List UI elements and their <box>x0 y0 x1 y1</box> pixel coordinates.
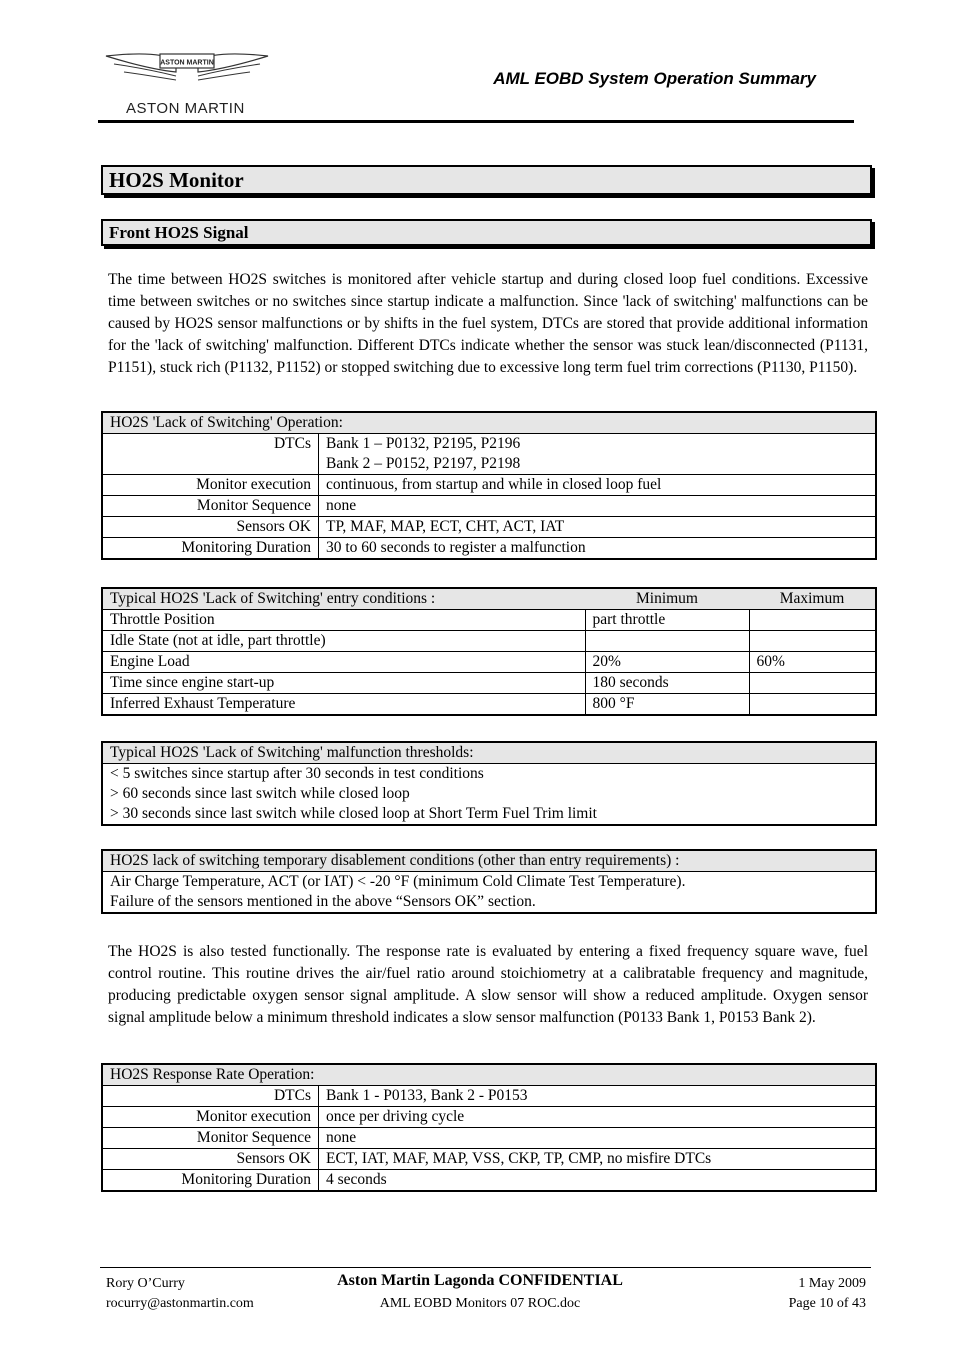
section-subtitle: Front HO2S Signal <box>101 219 872 246</box>
column-header-minimum: Minimum <box>585 588 749 610</box>
entry-conditions-table <box>101 587 877 716</box>
table-header: HO2S lack of switching temporary disablement conditions (other than entry requirements) : <box>102 850 876 872</box>
row-label: Monitoring Duration <box>102 1170 319 1192</box>
row-label: DTCs <box>102 1086 319 1107</box>
row-label: DTCs <box>102 434 319 475</box>
table-header: HO2S 'Lack of Switching' Operation: <box>102 412 876 434</box>
row-value-line: Bank 2 – P0152, P2197, P2198 <box>326 455 521 472</box>
table-row <box>102 694 876 716</box>
row-label: Monitor Sequence <box>102 1128 319 1149</box>
table-row <box>102 610 876 631</box>
footer-divider <box>100 1267 871 1268</box>
row-label: Monitoring Duration <box>102 538 319 560</box>
row-value: Bank 1 - P0133, Bank 2 - P0153 <box>319 1086 877 1107</box>
footer-author: Rory O’Curry <box>106 1276 185 1291</box>
footer-page-number: Page 10 of 43 <box>788 1296 866 1311</box>
table-header: Typical HO2S 'Lack of Switching' entry conditions : <box>102 588 585 610</box>
header-divider <box>98 120 854 123</box>
row-label: Monitor Sequence <box>102 496 319 517</box>
table-row <box>102 652 876 673</box>
row-label: Monitor execution <box>102 475 319 496</box>
footer-filename: AML EOBD Monitors 07 ROC.doc <box>379 1296 581 1311</box>
row-label: Sensors OK <box>102 517 319 538</box>
row-value: 4 seconds <box>319 1170 877 1192</box>
table-row <box>102 496 876 517</box>
row-label: Sensors OK <box>102 1149 319 1170</box>
condition-max <box>749 631 876 652</box>
malfunction-thresholds-table <box>101 741 877 826</box>
table-row <box>102 475 876 496</box>
condition-min: 20% <box>585 652 749 673</box>
table-row <box>102 1128 876 1149</box>
logo-wordmark: ASTON MARTIN <box>126 100 245 117</box>
thresholds-list <box>102 764 876 826</box>
table-row <box>102 631 876 652</box>
condition-max <box>749 610 876 631</box>
table-row <box>102 673 876 694</box>
disablement-line: Air Charge Temperature, ACT (or IAT) < -20 °F (minimum Cold Climate Test Temperature). <box>110 873 686 890</box>
functional-paragraph: The HO2S is also tested functionally. The response rate is evaluated by entering a fixed frequency square wave, fuel control routine. This routine drives the air/fuel ratio around stoichiometry at a calibratable frequency and magnitude, producing predictable oxygen sensor signal amplitude. A slow sensor will show a reduced amplitude. Oxygen sensor signal amplitude below a minimum threshold indicates a slow sensor malfunction (P0133 Bank 1, P0153 Bank 2). <box>108 943 868 1026</box>
footer-email: rocurry@astonmartin.com <box>106 1296 254 1311</box>
disablement-line: Failure of the sensors mentioned in the above “Sensors OK” section. <box>110 893 536 910</box>
table-row <box>102 764 876 826</box>
lack-switching-operation-table <box>101 411 877 560</box>
footer-date: 1 May 2009 <box>798 1276 866 1291</box>
row-value-line: Bank 1 – P0132, P2195, P2196 <box>326 435 521 452</box>
table-row <box>102 1086 876 1107</box>
row-value: once per driving cycle <box>319 1107 877 1128</box>
table-header: Typical HO2S 'Lack of Switching' malfunction thresholds: <box>102 742 876 764</box>
threshold-line: > 30 seconds since last switch while closed loop at Short Term Fuel Trim limit <box>110 805 597 822</box>
table-row <box>102 872 876 914</box>
threshold-line: > 60 seconds since last switch while closed loop <box>110 785 410 802</box>
logo-badge-text: ASTON MARTIN <box>160 59 214 67</box>
threshold-line: < 5 switches since startup after 30 seconds in test conditions <box>110 765 484 782</box>
row-value: none <box>319 496 877 517</box>
table-row <box>102 434 876 475</box>
row-value: 30 to 60 seconds to register a malfunction <box>319 538 877 560</box>
row-value <box>319 434 877 475</box>
condition-min: part throttle <box>585 610 749 631</box>
row-label: Monitor execution <box>102 1107 319 1128</box>
condition-min: 800 °F <box>585 694 749 716</box>
condition-min: 180 seconds <box>585 673 749 694</box>
disablement-conditions-table <box>101 849 877 914</box>
row-value: continuous, from startup and while in closed loop fuel <box>319 475 877 496</box>
footer-confidential: Aston Martin Lagonda CONFIDENTIAL <box>337 1272 623 1289</box>
condition-max <box>749 694 876 716</box>
disablement-list <box>102 872 876 914</box>
intro-paragraph: The time between HO2S switches is monitored after vehicle startup and during closed loop fuel conditions. Excessive time between switches or no switches since startup indicate a malfunction. Since 'lack of switching' malfunctions can be caused by HO2S sensor malfunctions or by shifts in the fuel system, DTCs are stored that provide additional information for the 'lack of switching' malfunction. Different DTCs indicate whether the sensor was stuck lean/disconnected (P1131, P1151), stuck rich (P1132, P1152) or stopped switching due to excessive long term fuel trim corrections (P1130, P1150). <box>108 271 868 376</box>
table-row <box>102 538 876 560</box>
condition-name: Engine Load <box>102 652 585 673</box>
condition-name: Inferred Exhaust Temperature <box>102 694 585 716</box>
row-value: ECT, IAT, MAF, MAP, VSS, CKP, TP, CMP, no misfire DTCs <box>319 1149 877 1170</box>
table-row <box>102 1107 876 1128</box>
condition-name: Throttle Position <box>102 610 585 631</box>
condition-max: 60% <box>749 652 876 673</box>
section-title: HO2S Monitor <box>101 165 872 195</box>
condition-max <box>749 673 876 694</box>
row-value: none <box>319 1128 877 1149</box>
row-value: TP, MAF, MAP, ECT, CHT, ACT, IAT <box>319 517 877 538</box>
table-row <box>102 517 876 538</box>
column-header-maximum: Maximum <box>749 588 876 610</box>
condition-min <box>585 631 749 652</box>
condition-name: Idle State (not at idle, part throttle) <box>102 631 585 652</box>
condition-name: Time since engine start-up <box>102 673 585 694</box>
table-header: HO2S Response Rate Operation: <box>102 1064 876 1086</box>
response-rate-operation-table <box>101 1063 877 1192</box>
table-row <box>102 1149 876 1170</box>
document-title: AML EOBD System Operation Summary <box>493 69 816 88</box>
table-row <box>102 1170 876 1192</box>
